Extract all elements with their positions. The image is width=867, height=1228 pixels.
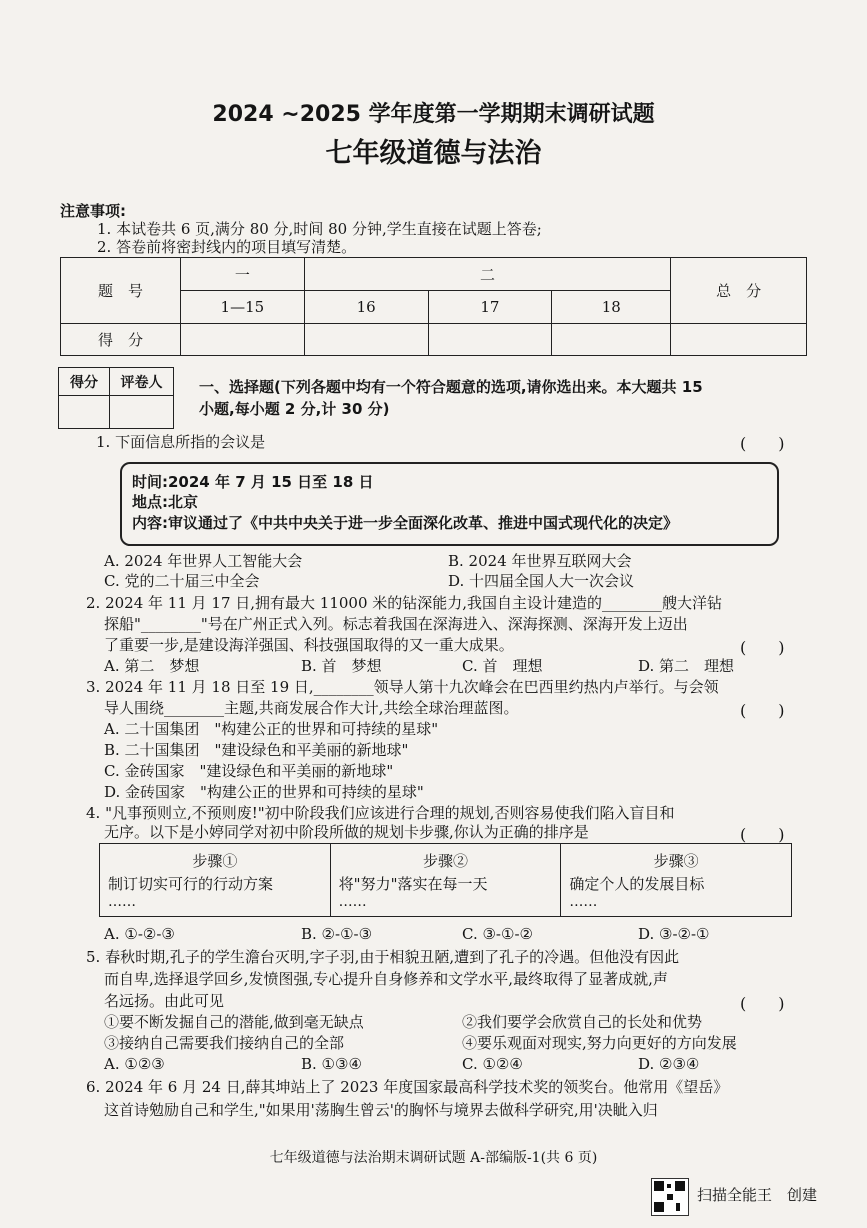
step-card-heading: 步骤①: [192, 852, 238, 870]
step-card-text: 制订切实可行的行动方案: [108, 875, 274, 893]
q2-option-b[interactable]: B. 首 梦想: [301, 657, 382, 675]
qr-code-icon: [651, 1178, 689, 1216]
row-label-score: 得 分: [61, 324, 181, 356]
exam-subject: 七年级道德与法治: [325, 138, 542, 169]
q2-option-d[interactable]: D. 第二 理想: [638, 657, 735, 675]
answer-paren[interactable]: ( ): [740, 638, 785, 657]
part1-header: 一: [180, 258, 304, 291]
grader-box: [58, 367, 174, 429]
exam-title: 2024 ~2025 学年度第一学期期末调研试题: [212, 102, 655, 127]
part2-header: 二: [304, 258, 670, 291]
q5-option-b[interactable]: B. ①③④: [301, 1055, 362, 1073]
col-17: 17: [428, 291, 552, 324]
q1-info-content: 内容:审议通过了《中共中央关于进一步全面深化改革、推进中国式现代化的决定》: [132, 514, 679, 532]
grader-score-cell[interactable]: [59, 396, 110, 429]
q2-option-c[interactable]: C. 首 理想: [462, 657, 543, 675]
answer-paren[interactable]: ( ): [740, 825, 785, 844]
page-footer: 七年级道德与法治期末调研试题 A-部编版-1(共 6 页): [269, 1150, 598, 1166]
q3-option-a[interactable]: A. 二十国集团 "构建公正的世界和可持续的星球": [104, 720, 439, 738]
q1-stem: 1. 下面信息所指的会议是: [96, 433, 266, 451]
grader-label: 评卷人: [110, 368, 174, 396]
q5-statement-1: ①要不断发掘自己的潜能,做到毫无缺点: [104, 1013, 364, 1031]
answer-paren[interactable]: ( ): [740, 434, 785, 453]
step-card-3: [561, 844, 791, 916]
q6-line2: 这首诗勉励自己和学生,"如果用'荡胸生曾云'的胸怀与境界去做科学研究,用'决眦入归: [104, 1101, 658, 1119]
grader-name-cell[interactable]: [110, 396, 174, 429]
q4-line2: 无序。以下是小婷同学对初中阶段所做的规划卡步骤,你认为正确的排序是: [104, 823, 589, 841]
total-header: 总 分: [671, 258, 807, 324]
step-card-ellipsis: ……: [108, 894, 136, 910]
q5-statement-2: ②我们要学会欣赏自己的长处和优势: [462, 1013, 703, 1031]
step-card-text: 确定个人的发展目标: [569, 875, 705, 893]
q1-option-d[interactable]: D. 十四届全国人大一次会议: [448, 572, 635, 590]
col-16: 16: [304, 291, 428, 324]
q5-option-d[interactable]: D. ②③④: [638, 1055, 700, 1073]
section1-line1: 一、选择题(下列各题中均有一个符合题意的选项,请你选出来。本大题共 15: [199, 378, 703, 396]
q4-option-b[interactable]: B. ②-①-③: [301, 925, 373, 943]
q4-option-c[interactable]: C. ③-①-②: [462, 925, 533, 943]
q4-option-d[interactable]: D. ③-②-①: [638, 925, 710, 943]
q5-option-a[interactable]: A. ①②③: [104, 1055, 165, 1073]
q3-option-c[interactable]: C. 金砖国家 "建设绿色和平美丽的新地球": [104, 762, 394, 780]
row-label-number: 题 号: [61, 258, 181, 324]
note-item-1: 1. 本试卷共 6 页,满分 80 分,时间 80 分钟,学生直接在试题上答卷;: [97, 220, 542, 238]
score-cell[interactable]: [180, 324, 304, 356]
note-item-2: 2. 答卷前将密封线内的项目填写清楚。: [97, 238, 357, 256]
score-cell[interactable]: [671, 324, 807, 356]
q2-line3: 了重要一步,是建设海洋强国、科技强国取得的又一重大成果。: [104, 636, 514, 654]
step-card-text: 将"努力"落实在每一天: [338, 875, 488, 893]
notes-heading: 注意事项:: [60, 202, 126, 220]
step-card-ellipsis: ……: [338, 894, 367, 910]
step-card-ellipsis: ……: [569, 894, 598, 910]
step-card-2: [331, 844, 562, 916]
col-18: 18: [552, 291, 671, 324]
q5-line3: 名远扬。由此可见: [104, 992, 225, 1010]
section1-line2: 小题,每小题 2 分,计 30 分): [199, 400, 390, 418]
q3-option-b[interactable]: B. 二十国集团 "建设绿色和平美丽的新地球": [104, 741, 409, 759]
score-cell[interactable]: [552, 324, 671, 356]
q2-option-a[interactable]: A. 第二 梦想: [104, 657, 200, 675]
q2-line2: 探船"________"号在广州正式入列。标志着我国在深海进入、深海探测、深海开发上迈出: [104, 615, 688, 633]
q2-line1: 2. 2024 年 11 月 17 日,拥有最大 11000 米的钻深能力,我国自主设计建造的________艘大洋钻: [86, 594, 723, 612]
q5-line2: 而自卑,选择退学回乡,发愤图强,专心提升自身修养和文学水平,最终取得了显著成就,声: [104, 970, 668, 988]
answer-paren[interactable]: ( ): [740, 994, 785, 1013]
q5-option-c[interactable]: C. ①②④: [462, 1055, 523, 1073]
q1-option-a[interactable]: A. 2024 年世界人工智能大会: [104, 552, 303, 570]
score-table: [60, 257, 807, 356]
q6-line1: 6. 2024 年 6 月 24 日,薛其坤站上了 2023 年度国家最高科学技术奖的领奖台。他常用《望岳》: [86, 1078, 729, 1096]
q1-info-place: 地点:北京: [132, 493, 198, 511]
q1-option-b[interactable]: B. 2024 年世界互联网大会: [448, 552, 632, 570]
q3-line1: 3. 2024 年 11 月 18 日至 19 日,________领导人第十九次峰会在巴西里约热内卢举行。与会领: [86, 678, 719, 696]
q5-statement-3: ③接纳自己需要我们接纳自己的全部: [104, 1034, 345, 1052]
score-cell[interactable]: [304, 324, 428, 356]
q5-line1: 5. 春秋时期,孔子的学生澹台灭明,字子羽,由于相貌丑陋,遭到了孔子的冷遇。但他没有因此: [86, 948, 680, 966]
step-card-heading: 步骤③: [653, 852, 699, 870]
q4-step-cards: [99, 843, 792, 917]
q1-info-time: 时间:2024 年 7 月 15 日至 18 日: [132, 473, 374, 491]
q3-option-d[interactable]: D. 金砖国家 "构建公正的世界和可持续的星球": [104, 783, 424, 801]
col-1-15: 1—15: [180, 291, 304, 324]
q4-option-a[interactable]: A. ①-②-③: [104, 925, 175, 943]
grader-score-label: 得分: [59, 368, 110, 396]
scanner-watermark: 扫描全能王 创建: [697, 1186, 818, 1204]
q4-line1: 4. "凡事预则立,不预则废!"初中阶段我们应该进行合理的规划,否则容易使我们陷入盲目和: [86, 804, 675, 822]
q5-statement-4: ④要乐观面对现实,努力向更好的方向发展: [462, 1034, 737, 1052]
step-card-1: [100, 844, 331, 916]
step-card-heading: 步骤②: [423, 852, 469, 870]
q1-option-c[interactable]: C. 党的二十届三中全会: [104, 572, 260, 590]
score-cell[interactable]: [428, 324, 552, 356]
answer-paren[interactable]: ( ): [740, 701, 785, 720]
q3-line2: 导人围绕________主题,共商发展合作大计,共绘全球治理蓝图。: [104, 699, 519, 717]
